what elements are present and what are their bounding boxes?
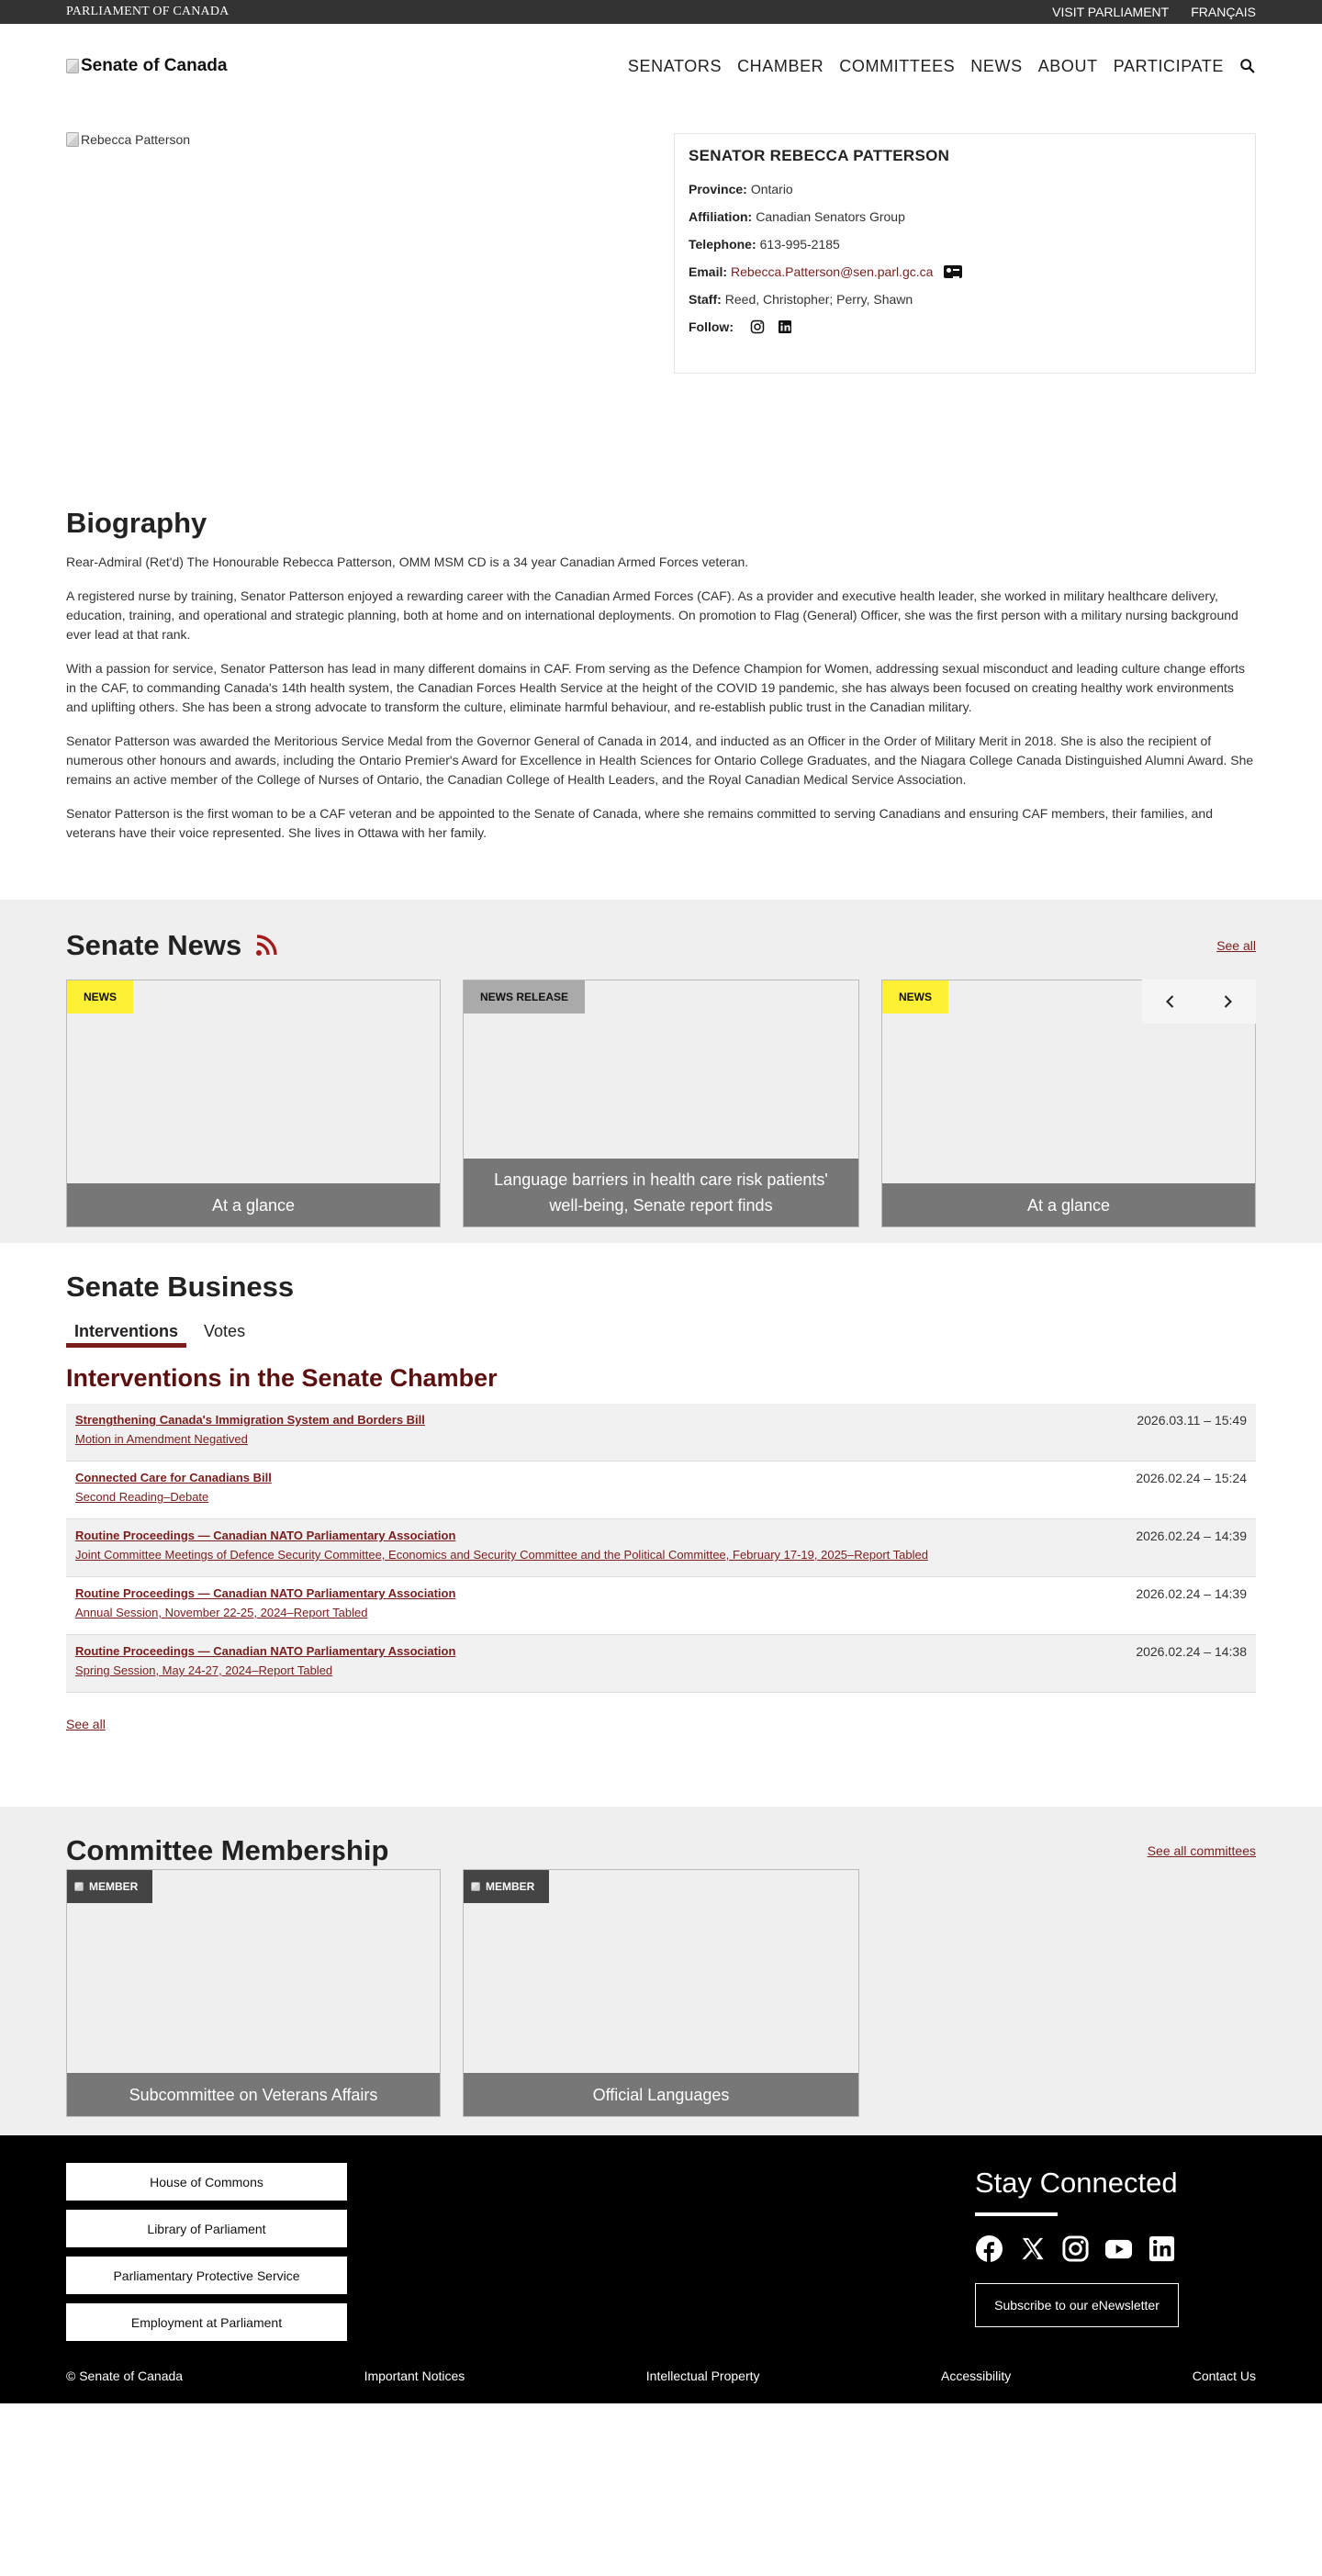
intervention-date: 2026.02.24 – 14:39 [1136,1586,1247,1601]
email-link[interactable]: Rebecca.Patterson@sen.parl.gc.ca [731,264,934,279]
affiliation-label: Affiliation: [689,209,753,224]
copyright-text: © Senate of Canada [66,2369,184,2383]
province-value: Ontario [750,182,793,196]
top-bar [0,0,1322,24]
intervention-sub-link[interactable]: Annual Session, November 22-25, 2024–Report Tabled [75,1606,368,1619]
social-links [975,2234,1256,2263]
see-all-committees-link[interactable]: See all committees [1147,1843,1256,1858]
intervention-title-link[interactable]: Connected Care for Canadians Bill [75,1471,272,1484]
province-row [689,182,1241,196]
intervention-row [66,1577,1256,1635]
biography-paragraph: A registered nurse by training, Senator Patterson enjoyed a rewarding career with the Canadian Armed Forces (CAF). As a provider and executive health leader, she worked in military healthcare delivery, education, training, and operational and strategic planning, both at home and on international deployments. On promotion to Flag (General) Officer, she was the first person with a military nursing background ever lead at that rank. [66,588,1238,642]
business-tabs [66,1318,1256,1348]
nav-about[interactable]: ABOUT [1037,56,1098,75]
broken-image-icon [74,1882,84,1891]
facebook-icon[interactable] [975,2234,1003,2263]
news-badge: NEWS [67,980,133,1014]
carousel-controls [1142,980,1256,1024]
title-underline [975,2212,1058,2216]
intervention-sub-link[interactable]: Second Reading–Debate [75,1490,209,1504]
biography-paragraph: Senator Patterson was awarded the Meritorious Service Medal from the Governor General of Canada in 2014, and inducted as an Officer in the Order of Military Merit in 2018. She is also the recipient of numerous other honours and awards, including the Ontario Premier's Award for Excellence in Health Sciences for Ontario College Graduates, and the Niagara College Canada Distinguished Alumni Award. She remains an active member of the College of Nurses of Ontario, the Canadian College of Health Leaders, and the Royal Canadian Medical Service Association. [66,734,1254,787]
search-icon[interactable] [1239,58,1256,74]
intervention-date: 2026.03.11 – 15:49 [1137,1413,1247,1428]
tab-votes[interactable]: Votes [204,1322,246,1340]
footer-link-protective-service[interactable]: Parliamentary Protective Service [66,2257,347,2294]
footer-link-house-of-commons[interactable]: House of Commons [66,2163,347,2201]
member-badge-label: MEMBER [486,1880,535,1893]
committee-card[interactable] [463,1869,859,2117]
nav-committees[interactable]: COMMITTEES [839,56,956,75]
news-badge: NEWS [882,980,948,1014]
news-see-all-link[interactable]: See all [1216,938,1256,953]
vcard-icon[interactable] [944,265,962,278]
broken-image-icon [66,132,79,147]
staff-value: Reed, Christopher; Perry, Shawn [724,292,913,307]
intervention-row [66,1635,1256,1693]
intervention-row [66,1462,1256,1519]
intervention-title-link[interactable]: Routine Proceedings — Canadian NATO Parliamentary Association [75,1644,456,1658]
telephone-value: 613-995-2185 [759,237,840,252]
affiliation-value: Canadian Senators Group [756,209,905,224]
nav-participate[interactable]: PARTICIPATE [1113,56,1224,75]
senator-portrait [66,132,190,149]
footer-bottom [0,2356,1322,2576]
province-label: Province: [689,182,747,196]
portrait-alt-text: Rebecca Patterson [81,132,191,147]
staff-label: Staff: [689,292,722,307]
youtube-icon[interactable] [1104,2234,1133,2263]
senate-news-title: Senate News [66,929,242,961]
intellectual-property-link[interactable]: Intellectual Property [645,2369,760,2383]
rss-icon[interactable] [254,934,278,958]
instagram-icon[interactable] [750,319,765,334]
senate-news-heading [66,929,278,962]
news-release-badge: NEWS RELEASE [464,980,585,1014]
intervention-title-link[interactable]: Strengthening Canada's Immigration System and Borders Bill [75,1413,425,1427]
news-card[interactable] [66,980,441,1227]
member-badge-label: MEMBER [89,1880,139,1893]
member-badge [464,1870,549,1903]
tab-interventions[interactable]: Interventions [66,1318,186,1348]
email-row [689,264,1241,279]
email-label: Email: [689,264,728,279]
intervention-row [66,1404,1256,1462]
interventions-see-all-link[interactable]: See all [66,1717,106,1731]
linkedin-icon[interactable] [778,319,792,334]
nav-chamber[interactable]: CHAMBER [737,56,824,75]
senator-info-card [674,133,1256,374]
senate-logo[interactable] [66,56,227,76]
language-toggle-link[interactable]: FRANÇAIS [1191,5,1256,19]
site-footer [0,2135,1322,2403]
intervention-date: 2026.02.24 – 14:38 [1136,1644,1247,1659]
news-card-caption: Language barriers in health care risk patients' well-being, Senate report finds [464,1159,858,1226]
telephone-label: Telephone: [689,237,756,252]
broken-image-icon [471,1882,480,1891]
nav-news[interactable]: NEWS [970,56,1023,75]
intervention-date: 2026.02.24 – 15:24 [1136,1471,1247,1485]
broken-image-icon [66,59,79,73]
biography-section [0,465,1322,900]
stay-connected-title: Stay Connected [975,2167,1178,2199]
intervention-title-link[interactable]: Routine Proceedings — Canadian NATO Parliamentary Association [75,1586,456,1600]
stay-connected [975,2163,1256,2356]
follow-label: Follow: [689,319,734,334]
nav-senators[interactable]: SENATORS [627,56,723,75]
biography-paragraph: With a passion for service, Senator Patterson has lead in many different domains in CAF. From serving as the Defence Champion for Women, addressing sexual misconduct and leading culture change efforts in the CAF, to commanding Canada's 14th health system, the Canadian Forces Health Service at the height of the COVID 19 pandemic, she has always been focused on creating healthy work environments and uplifting others. She has been a strong advocate to transform the culture, eliminate harmful behaviour, and re-establish public trust in the Canadian military. [66,661,1246,714]
committee-card-caption: Official Languages [464,2073,858,2116]
footer-links [66,2163,347,2356]
affiliation-row [689,209,1241,224]
intervention-row [66,1519,1256,1577]
senate-business-title: Senate Business [66,1271,295,1303]
instagram-icon[interactable] [1061,2234,1090,2263]
important-notices-link[interactable]: Important Notices [364,2369,465,2383]
accessibility-link[interactable]: Accessibility [940,2369,1012,2383]
news-card[interactable] [463,980,859,1227]
committee-card-caption: Subcommittee on Veterans Affairs [67,2073,440,2116]
intervention-sub-link[interactable]: Joint Committee Meetings of Defence Security Committee, Economics and Security Committee and the Political Committee, February 17-19, 2025–Report Tabled [75,1548,928,1562]
biography-paragraph: Senator Patterson is the first woman to be a CAF veteran and be appointed to the Senate of Canada, where she remains committed to serving Canadians and ensuring CAF members, their families, and veterans have their voice represented. She lives in Ottawa with her family. [66,806,1214,840]
linkedin-icon[interactable] [1148,2234,1176,2263]
x-icon[interactable] [1018,2234,1047,2263]
intervention-sub-link[interactable]: Spring Session, May 24-27, 2024–Report Tabled [75,1663,333,1677]
intervention-title-link[interactable]: Routine Proceedings — Canadian NATO Parliamentary Association [75,1529,456,1542]
chevron-left-icon[interactable] [1162,993,1179,1010]
logo-alt-text: Senate of Canada [81,56,228,75]
telephone-row [689,237,1241,252]
senator-profile [0,106,1322,465]
contact-us-link[interactable]: Contact Us [1192,2369,1256,2383]
main-nav [628,57,1256,76]
committee-membership-title: Committee Membership [66,1834,389,1866]
staff-row [689,292,1241,307]
interventions-subtitle: Interventions in the Senate Chamber [66,1364,498,1392]
visit-parliament-link[interactable]: VISIT PARLIAMENT [1052,5,1170,19]
biography-paragraph: Rear-Admiral (Ret'd) The Honourable Rebecca Patterson, OMM MSM CD is a 34 year Canadian Armed Forces veteran. [66,554,749,569]
interventions-list [66,1404,1256,1693]
footer-link-employment[interactable]: Employment at Parliament [66,2303,347,2341]
chevron-right-icon[interactable] [1219,993,1236,1010]
parliament-of-canada-link[interactable]: PARLIAMENT OF CANADA [66,5,230,18]
senate-business-section [0,1243,1322,1807]
senate-news-section [0,900,1322,1243]
footer-link-library[interactable]: Library of Parliament [66,2210,347,2247]
committee-membership-section [0,1807,1322,2135]
biography-title: Biography [66,507,207,539]
committee-card[interactable] [66,1869,441,2117]
intervention-sub-link[interactable]: Motion in Amendment Negatived [75,1432,248,1446]
senator-name: SENATOR REBECCA PATTERSON [689,147,950,164]
subscribe-newsletter-button[interactable]: Subscribe to our eNewsletter [975,2283,1179,2327]
site-header [0,24,1322,106]
member-badge [67,1870,152,1903]
news-card-caption: At a glance [882,1183,1255,1226]
follow-row [689,319,1241,334]
news-card-caption: At a glance [67,1183,440,1226]
intervention-date: 2026.02.24 – 14:39 [1136,1529,1247,1543]
